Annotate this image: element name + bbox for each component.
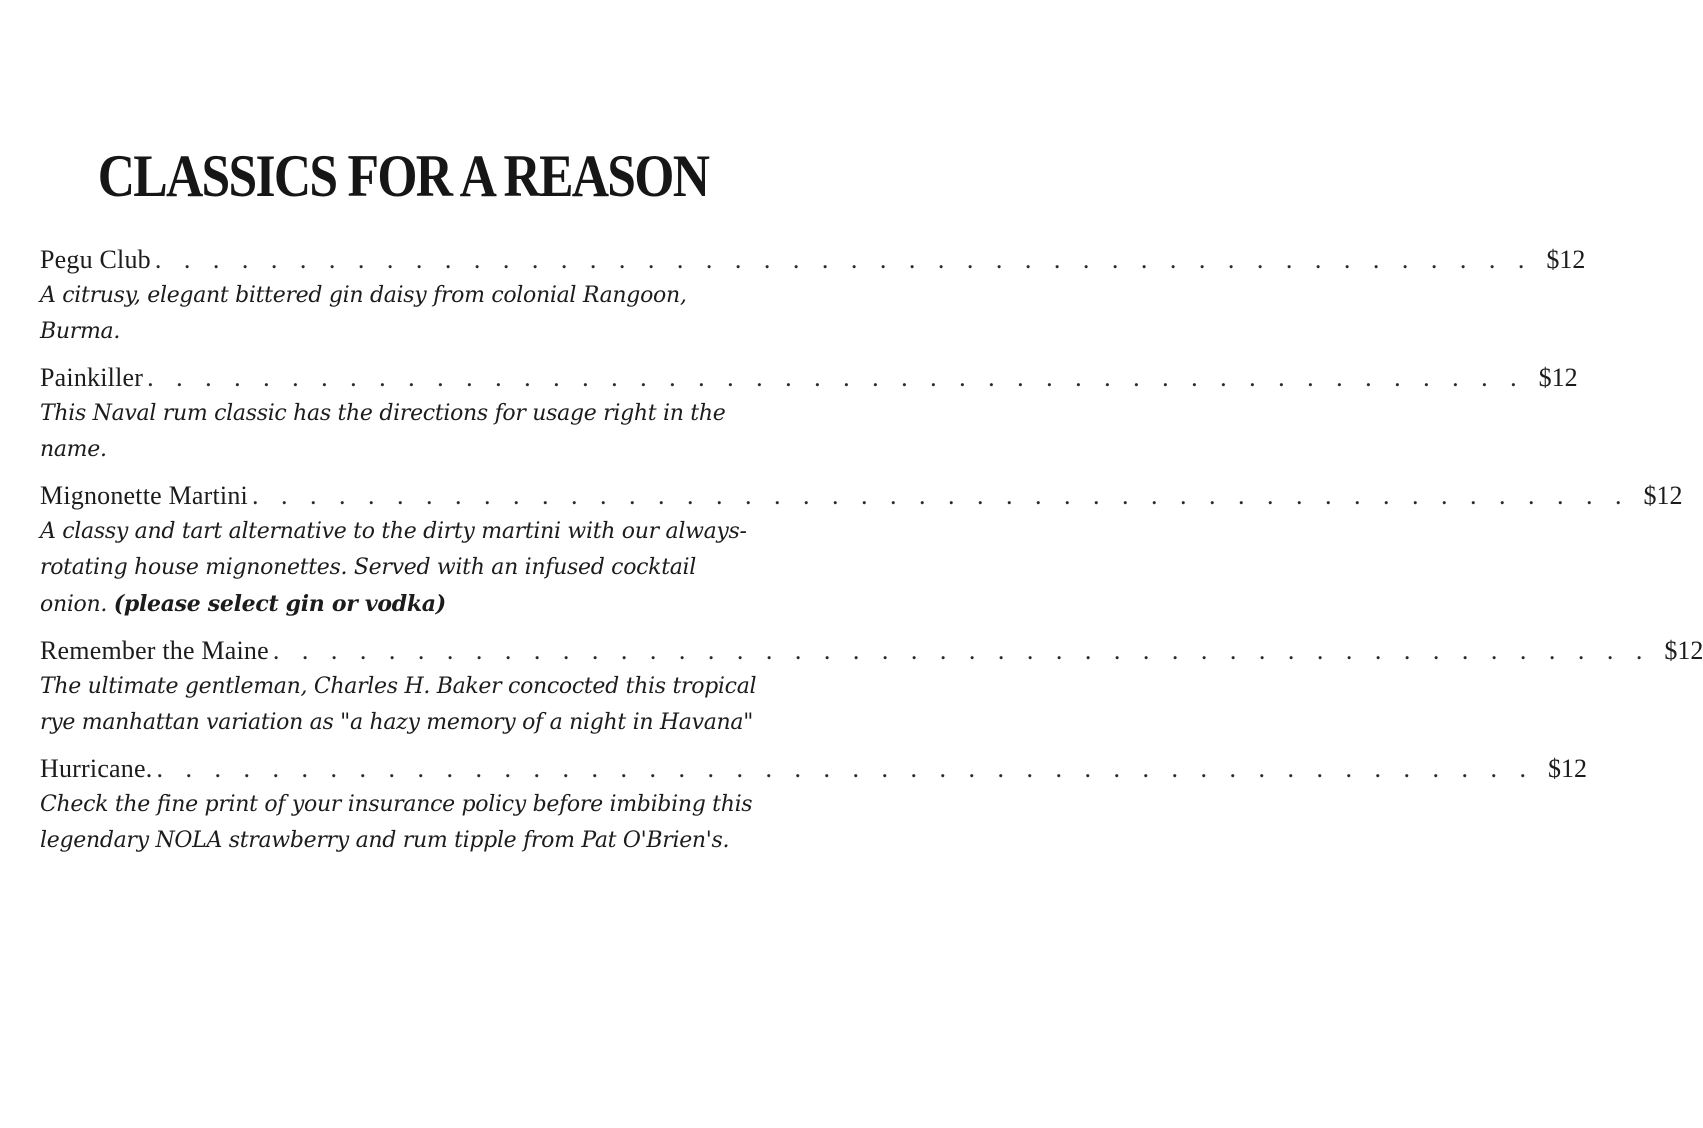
- menu-title: CLASSICS FOR A REASON: [97, 143, 709, 209]
- menu-item-header: [40, 751, 1587, 787]
- dot-leader: . . . . . . . . . . . . . . . . . . . . . . . . . . . . . . . . . . . . . . . . . . . . . . . .: [147, 363, 1525, 392]
- menu-item-price: $12: [1546, 245, 1586, 274]
- menu-item-price: $12: [1547, 754, 1587, 783]
- menu-item-price: $12: [1664, 636, 1703, 665]
- menu-item-hurricane: [40, 751, 1587, 859]
- menu-item-name: Hurricane.: [40, 754, 153, 783]
- menu-item-header: [40, 242, 1586, 278]
- description-text: The ultimate gentleman, Charles H. Baker concocted this tropical rye manhattan variation as "a hazy memory of a night in Havana": [40, 674, 757, 735]
- menu-item-pegu-club: [40, 242, 1586, 350]
- dot-leader: . . . . . . . . . . . . . . . . . . . . . . . . . . . . . . . . . . . . . . . . . . . . . . . .: [154, 245, 1533, 274]
- menu-item-remember-the-maine: [40, 633, 1703, 741]
- menu-item-name: Pegu Club: [40, 245, 151, 274]
- menu-item-description: [40, 514, 766, 623]
- menu-item-price: $12: [1538, 363, 1578, 392]
- menu-item-mignonette-martini: [40, 478, 1683, 623]
- description-text: A citrusy, elegant bittered gin daisy from colonial Rangoon, Burma.: [40, 283, 687, 344]
- dot-leader: . . . . . . . . . . . . . . . . . . . . . . . . . . . . . . . . . . . . . . . . . . . . . . . .: [156, 754, 1534, 783]
- dot-leader: . . . . . . . . . . . . . . . . . . . . . . . . . . . . . . . . . . . . . . . . . . . . . . . .: [251, 481, 1630, 510]
- menu-item-price: $12: [1643, 481, 1683, 510]
- menu-item-header: [40, 633, 1703, 669]
- menu-item-description: [40, 787, 766, 859]
- menu-item-name: Mignonette Martini: [40, 481, 248, 510]
- menu-item-name: Painkiller: [40, 363, 144, 392]
- menu-item-note: (please select gin or vodka): [113, 591, 446, 617]
- menu-item-description: [40, 278, 766, 350]
- description-text: A classy and tart alternative to the dirty martini with our always-rotating house mignonettes. Served with an infused cocktail onion.: [40, 519, 747, 617]
- description-text: Check the fine print of your insurance policy before imbibing this legendary NOLA strawberry and rum tipple from Pat O'Brien's.: [40, 792, 753, 853]
- menu-items-list: [40, 242, 1703, 869]
- description-text: This Naval rum classic has the directions for usage right in the name.: [40, 401, 726, 462]
- menu-item-header: [40, 360, 1578, 396]
- menu-item-painkiller: [40, 360, 1578, 468]
- menu-item-description: [40, 396, 766, 468]
- dot-leader: . . . . . . . . . . . . . . . . . . . . . . . . . . . . . . . . . . . . . . . . . . . . . . . .: [272, 636, 1651, 665]
- menu-item-header: [40, 478, 1683, 514]
- menu-item-description: [40, 669, 766, 741]
- menu-item-name: Remember the Maine: [40, 636, 269, 665]
